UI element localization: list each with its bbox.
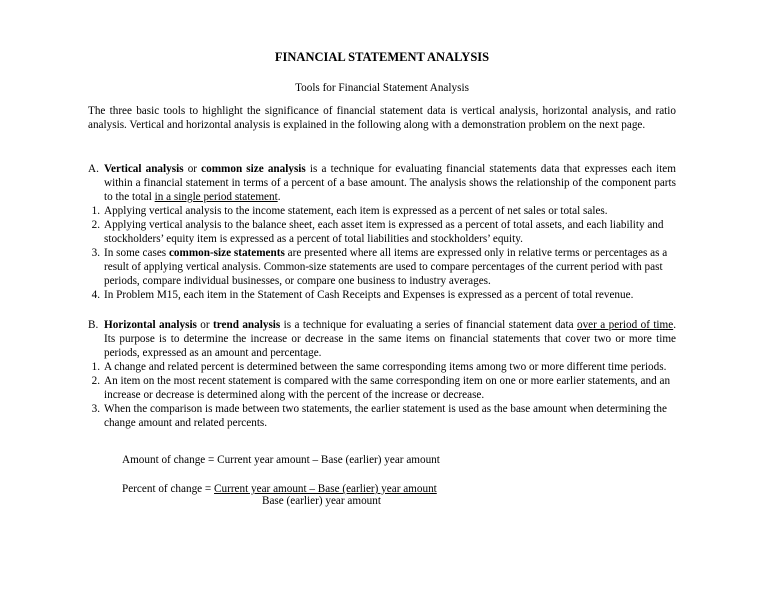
- list-item: [88, 246, 676, 288]
- paragraph-text: .: [277, 191, 281, 203]
- vertical-analysis-list: [88, 204, 676, 302]
- connector-text: or: [183, 163, 202, 175]
- list-number: 4.: [91, 289, 100, 301]
- list-item: [88, 402, 676, 430]
- connector-text: or: [196, 319, 214, 331]
- formula-label: Percent of change =: [122, 483, 215, 495]
- document-subtitle: Tools for Financial Statement Analysis: [295, 82, 469, 94]
- list-item-text: [104, 246, 676, 288]
- amount-of-change-formula: Amount of change = Current year amount – Base (earlier) year amount: [122, 454, 440, 466]
- list-number: 1.: [91, 205, 100, 217]
- list-item-text: An item on the most recent statement is compared with the same corresponding item on one or more earlier statements, and an increase or decrease is determined along with the percent of the increase or decrease.: [104, 375, 671, 401]
- list-item-text: When the comparison is made between two statements, the earlier statement is used as the base amount when determining the change amount and related percents.: [104, 403, 667, 429]
- list-item-text-part: are presented where all items are expressed only in relative terms or percentages as a result of applying vertical analysis. Common-size statements are used to compare percentages of the current period with past periods, compare individual businesses, or compare one business to industry averages.: [104, 247, 668, 287]
- list-item-text-part: In some cases: [104, 247, 169, 259]
- list-item: [88, 204, 676, 218]
- section-vertical-analysis: [88, 162, 676, 302]
- list-item-text: Applying vertical analysis to the income statement, each item is expressed as a percent of net sales or total sales.: [104, 205, 608, 217]
- paragraph-text: is a technique for evaluating a series of financial statement data: [280, 319, 577, 331]
- term-common-size-analysis: common size analysis: [201, 163, 306, 175]
- list-number: 2.: [91, 375, 100, 387]
- document-title: FINANCIAL STATEMENT ANALYSIS: [274, 50, 490, 64]
- intro-paragraph: The three basic tools to highlight the significance of financial statement data is vertical analysis, horizontal analysis, and ratio analysis. Vertical and horizontal analysis is explained in the following along with a demonstration problem on the next page.: [88, 105, 676, 131]
- list-number: 2.: [91, 219, 100, 231]
- formula-denominator: Base (earlier) year amount: [262, 495, 381, 507]
- term-trend-analysis: trend analysis: [213, 319, 281, 331]
- underlined-phrase: over a period of time: [576, 319, 674, 331]
- term-vertical-analysis: Vertical analysis: [104, 163, 184, 175]
- list-number: 3.: [91, 403, 100, 415]
- list-item: [88, 288, 676, 302]
- list-number: 3.: [91, 247, 100, 259]
- term-horizontal-analysis: Horizontal analysis: [104, 319, 197, 331]
- section-horizontal-analysis: [88, 318, 676, 430]
- paragraph-text: . Its purpose is to determine the increase or decrease in the same items on financial statements that cover two or more time periods, expressed as an amount and percentage.: [104, 319, 676, 359]
- list-item: [88, 218, 676, 246]
- section-paragraph: [104, 162, 676, 204]
- section-letter: B.: [88, 319, 99, 331]
- list-item-text: In Problem M15, each item in the Statement of Cash Receipts and Expenses is expressed as a percent of total revenue.: [104, 289, 634, 301]
- list-item: [88, 360, 676, 374]
- section-paragraph: [104, 318, 676, 360]
- formula-numerator: Current year amount – Base (earlier) year amount: [214, 483, 437, 495]
- list-item-text: A change and related percent is determined between the same corresponding items among two or more different time periods.: [104, 361, 667, 373]
- list-number: 1.: [91, 361, 100, 373]
- horizontal-analysis-list: [88, 360, 676, 430]
- list-item: [88, 374, 676, 402]
- underlined-phrase: in a single period statement: [154, 191, 278, 203]
- list-item-text: Applying vertical analysis to the balance sheet, each asset item is expressed as a percent of total assets, and each liability and stockholders’ equity item is expressed as a percent of total liabilities and stockholders’ equity.: [104, 219, 664, 245]
- section-letter: A.: [88, 163, 99, 175]
- paragraph-text: is a technique for evaluating financial statements data that expresses each item within a financial statement in terms of a percent of a base amount. The analysis shows the relationship of the component parts to the total: [104, 163, 676, 203]
- term-common-size-statements: common-size statements: [168, 247, 285, 259]
